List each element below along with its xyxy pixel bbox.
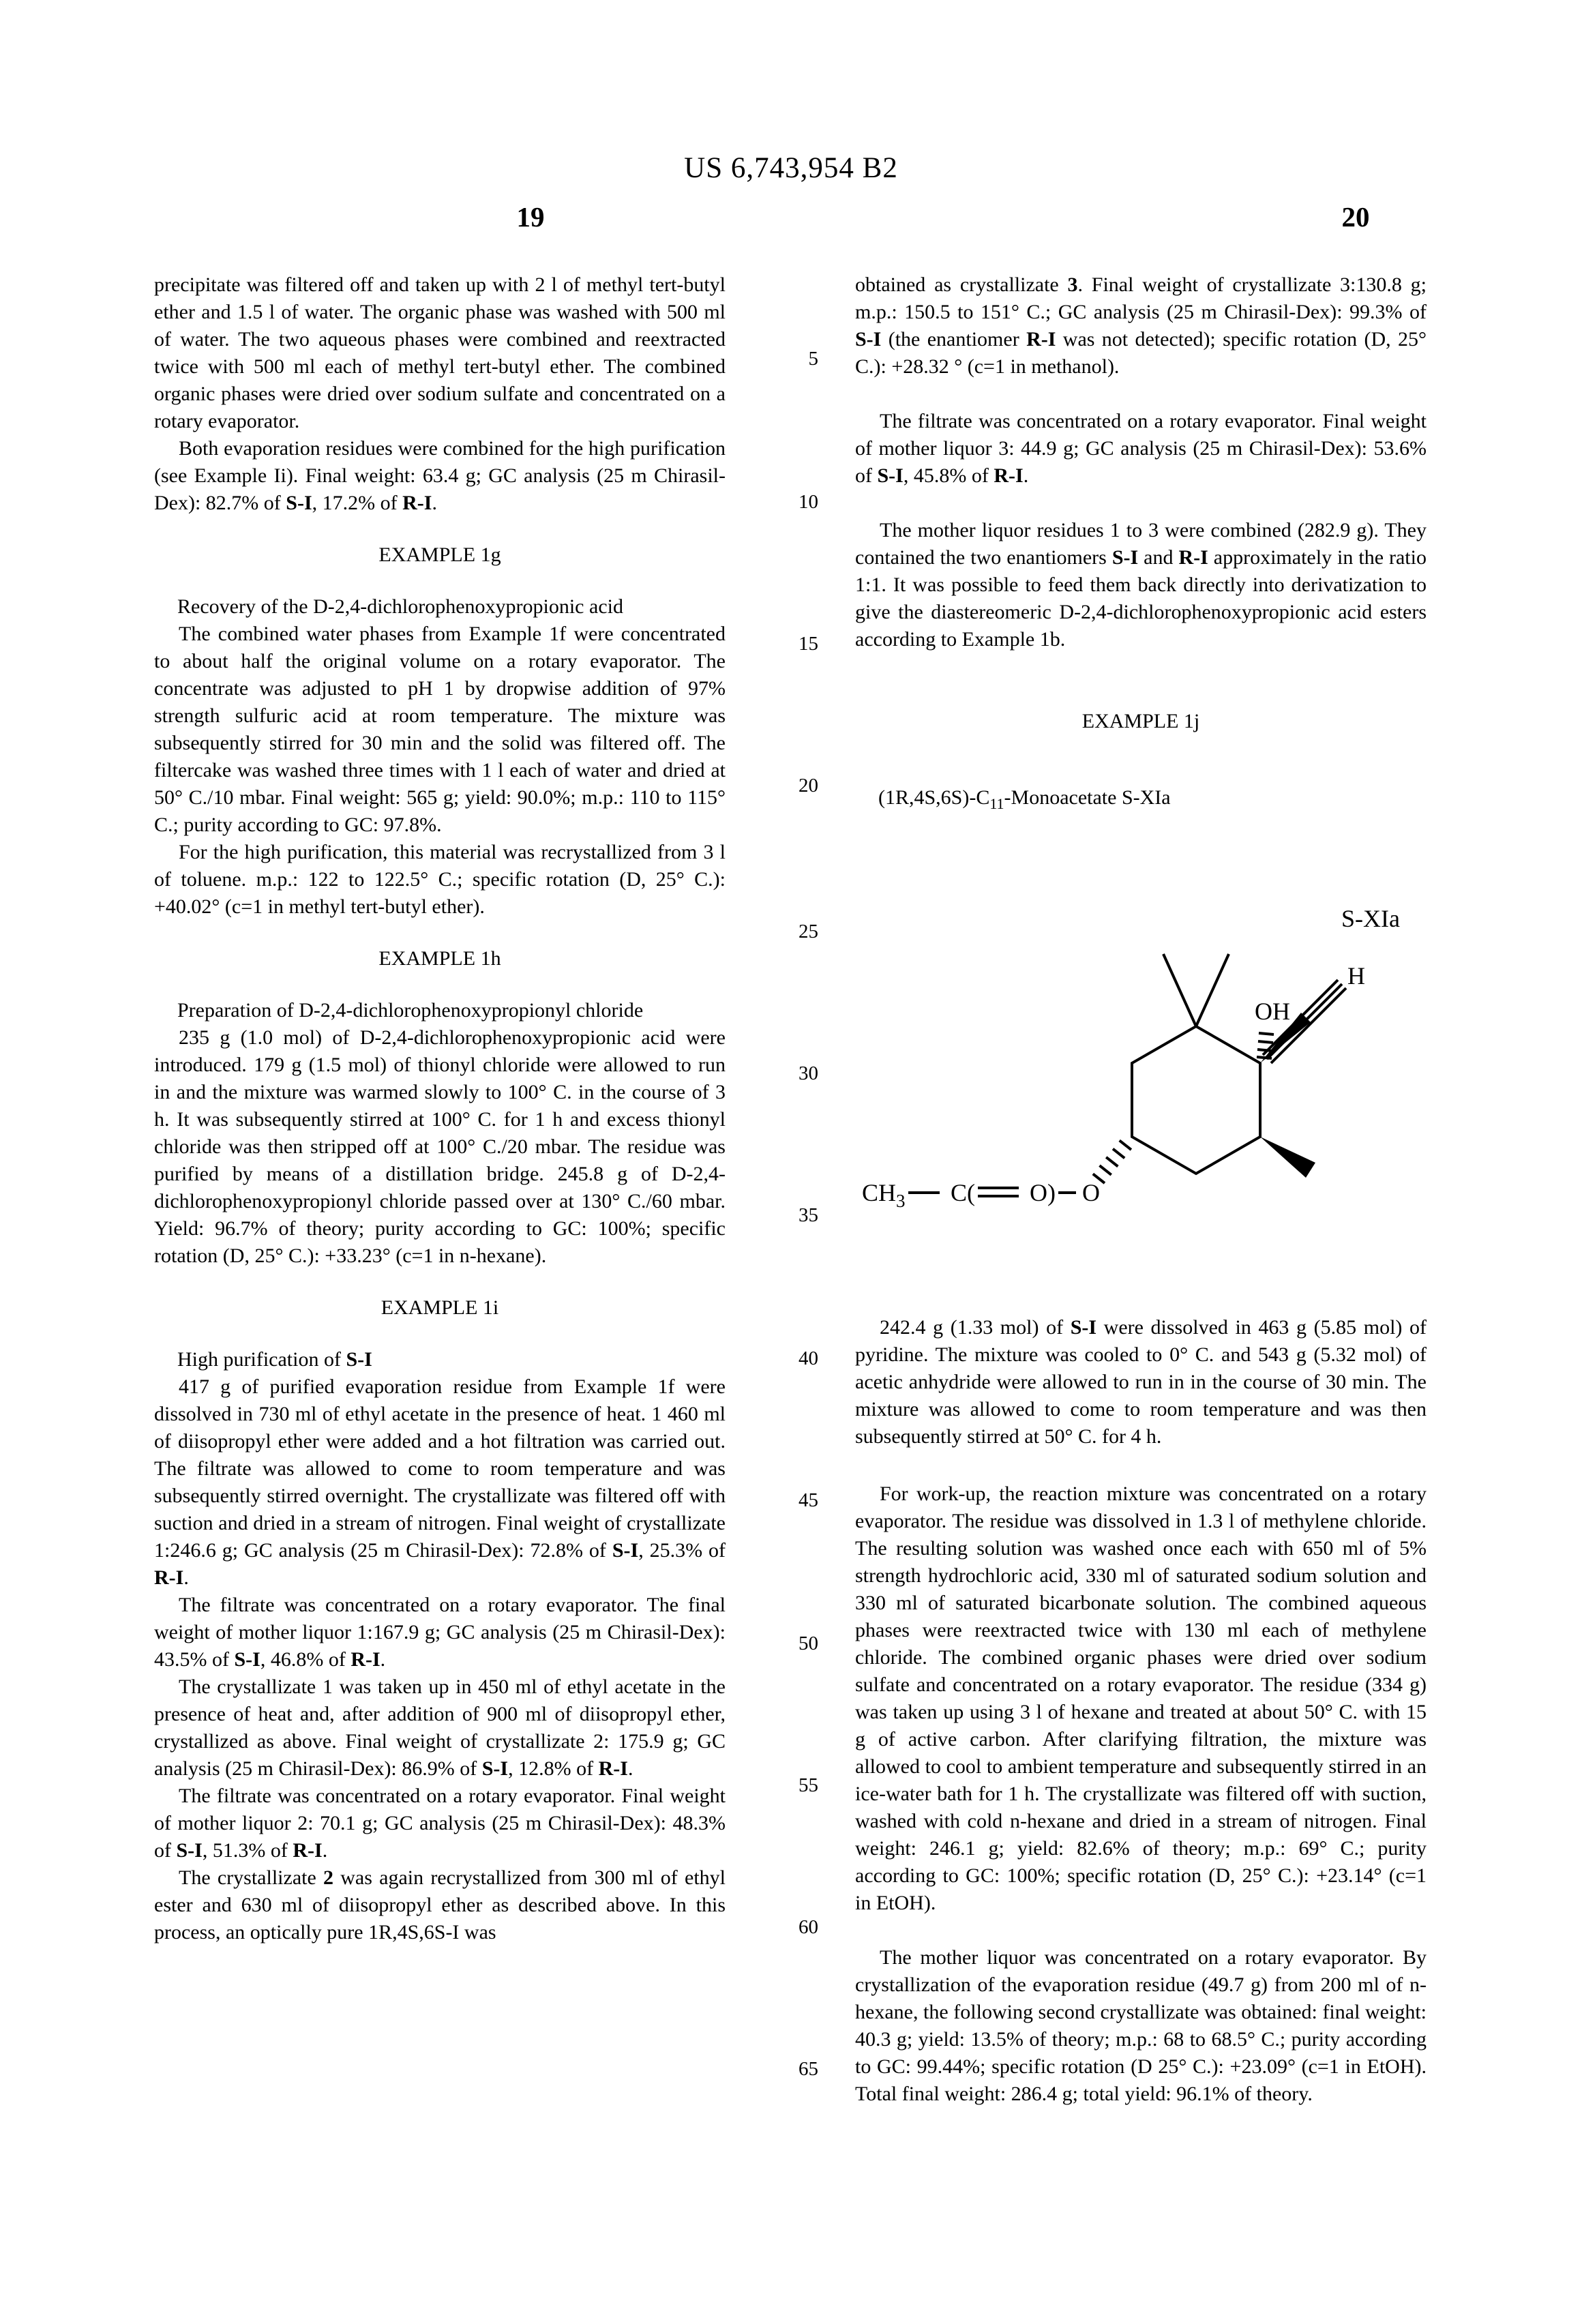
carbonyl-o-label: O) [1030,1179,1056,1206]
example-heading: EXAMPLE 1i [380,1296,499,1319]
line-number: 15 [799,633,818,655]
line-number: 35 [799,1204,818,1226]
cyclohexane-ring [1132,1026,1260,1174]
text-column-20 [855,271,1427,2108]
methyl-bond-left [1163,954,1196,1026]
methyl-wedge-bond [1260,1137,1315,1178]
patent-paragraph: obtained as crystallizate 3. Final weight of crystallizate 3:130.8 g; m.p.: 150.5 to 151° C.; GC analysis (25 m Chirasil-Dex): 99.3% of S-I (the enantiomer R-I was not detected); specific rotation (D, 25° C.): +28.32 ° (c=1 in methanol). [855,273,1427,378]
patent-paragraph: The filtrate was concentrated on a rotary evaporator. Final weight of mother liquor 2: 70.1 g; GC analysis (25 m Chirasil-Dex): 48.3% of S-I, 51.3% of R-I. [154,1785,726,1862]
patent-paragraph: 417 g of purified evaporation residue from Example 1f were dissolved in 730 ml of ethyl acetate in the presence of heat. 1 460 ml of diisopropyl ether were added and a hot filtration was carried out. The filtrate was allowed to come to room temperature and was subsequently stirred overnight. The crystallizate was filtered off with suction and dried in a stream of nitrogen. Final weight of crystallizate 1:246.6 g; GC analysis (25 m Chirasil-Dex): 72.8% of S-I, 25.3% of R-I. [154,1375,726,1589]
line-number: 30 [799,1062,818,1084]
line-number: 20 [799,775,818,796]
patent-paragraph: 235 g (1.0 mol) of D-2,4-dichlorophenoxypropionic acid were introduced. 179 g (1.5 mol) of thionyl chloride were allowed to run in and the mixture was warmed slowly to 100° C. in the course of 3 h. It was subsequently stirred at 100° C. for 1 h and excess thionyl chloride was then stripped off at 100° C./20 mbar. The residue was purified by means of a distillation bridge. 245.8 g of D-2,4-dichlorophenoxypropionyl chloride passed over at 130° C./60 mbar. Yield: 96.7% of theory; purity according to GC: 100%; specific rotation (D, 25° C.): +33.23° (c=1 in n-hexane). [154,1026,726,1267]
alkyne-h-label: H [1347,962,1365,989]
patent-paragraph: The crystallizate 2 was again recrystallized from 300 ml of ethyl ester and 630 ml of diisopropyl ether as described above. In this process, an optically pure 1R,4S,6S-I was [154,1866,726,1943]
text-column-19 [154,271,726,1946]
line-number: 55 [799,1774,818,1796]
structure-drawing [855,850,1424,1287]
patent-paragraph: For work-up, the reaction mixture was concentrated on a rotary evaporator. The residue was dissolved in 1.3 l of methylene chloride. The resulting solution was washed once each with 650 ml of 5% strength hydrochloric acid, 330 ml of saturated sodium solution and 330 ml of saturated bicarbonate solution. The combined aqueous phases were reextracted twice with 130 ml each of methylene chloride. The combined organic phases were dried over sodium sulfate and concentrated on a rotary evaporator. The residue (334 g) was taken up using 3 l of hexane and treated at about 50° C. with 15 g of active carbon. After clarifying filtration, the mixture was allowed to cool to ambient temperature and subsequently stirred in an ice-water bath for 1 h. The crystallizate was filtered off with suction, washed with cold n-hexane and dried in a stream of nitrogen. Final weight: 246.1 g; yield: 82.6% of theory; m.p.: 69° C.; purity according to GC: 100%; specific rotation (D, 25° C.): +23.14° (c=1 in EtOH). [855,1483,1427,1914]
patent-paragraph: The mother liquor residues 1 to 3 were combined (282.9 g). They contained the two enantiomers S-I and R-I approximately in the ratio 1:1. It was possible to feed them back directly into derivatization to give the diastereomeric D-2,4-dichlorophenoxypropionic acid esters according to Example 1b. [855,519,1427,651]
section-subtitle: Preparation of D-2,4-dichlorophenoxypropionyl chloride [177,999,644,1022]
section-subtitle: High purification of S-I [177,1348,372,1371]
patent-paragraph: precipitate was filtered off and taken up with 2 l of methyl tert-butyl ether and 1.5 l of water. The organic phase was washed with 500 ml of water. The two aqueous phases were combined and reextracted twice with 500 ml each of methyl tert-butyl ether. The combined organic phases were dried over sodium sulfate and concentrated on a rotary evaporator. [154,273,726,432]
ester-oxygen-label: O [1082,1179,1100,1206]
hydroxyl-label: OH [1255,998,1290,1025]
patent-paragraph: Both evaporation residues were combined for the high purification (see Example Ii). Final weight: 63.4 g; GC analysis (25 m Chirasil-Dex): 82.7% of S-I, 17.2% of R-I. [154,437,726,514]
structure-label: S-XIa [1341,905,1400,932]
carbonyl-double-bond [978,1188,1019,1196]
patent-paragraph: 242.4 g (1.33 mol) of S-I were dissolved in 463 g (5.85 mol) of pyridine. The mixture was cooled to 0° C. and 543 g (5.32 mol) of acetic anhydride were allowed to run in in the course of 30 min. The mixture was allowed to come to room temperature and was then subsequently stirred at 50° C. for 4 h. [855,1316,1427,1448]
carbonyl-c-label: C( [951,1179,975,1206]
line-number: 65 [799,2058,818,2080]
patent-paragraph: The combined water phases from Example 1f were concentrated to about half the original volume on a rotary evaporator. The concentrate was adjusted to pH 1 by dropwise addition of 97% strength sulfuric acid at room temperature. The mixture was subsequently stirred for 30 min and the solid was filtered off. The filtercake was washed three times with 1 l each of water and dried at 50° C./10 mbar. Final weight: 565 g; yield: 90.0%; m.p.: 110 to 115° C.; purity according to GC: 97.8%. [154,623,726,836]
example-heading: EXAMPLE 1j [1081,710,1200,732]
patent-paragraph: For the high purification, this material was recrystallized from 3 l of toluene. m.p.: 122 to 122.5° C.; specific rotation (D, 25° C.): +40.02° (c=1 in methyl tert-butyl ether). [154,841,726,918]
line-number: 5 [808,348,818,370]
patent-number-header: US 6,743,954 B2 [684,152,898,184]
column-number-right: 20 [1341,201,1370,233]
line-number: 50 [799,1633,818,1654]
oac-hash-bond [1093,1140,1131,1183]
example-heading: EXAMPLE 1h [378,947,501,970]
line-number: 25 [799,921,818,942]
section-subtitle: $(1R,4S,6S)-C_{11}$-Monoacetate S-XIa [878,786,1171,812]
line-number: 40 [799,1347,818,1369]
patent-paragraph: The filtrate was concentrated on a rotary evaporator. Final weight of mother liquor 3: 44.9 g; GC analysis (25 m Chirasil-Dex): 53.6% of S-I, 45.8% of R-I. [855,410,1427,487]
line-number: 60 [799,1916,818,1938]
line-number: 10 [799,491,818,513]
patent-paragraph: The mother liquor was concentrated on a rotary evaporator. By crystallization of the evaporation residue (49.7 g) from 200 ml of n-hexane, the following second crystallizate was obtained: final weight: 40.3 g; yield: 13.5% of theory; m.p.: 68 to 68.5° C.; purity according to GC: 99.44%; specific rotation (D 25° C.): +23.09° (c=1 in EtOH). Total final weight: 286.4 g; total yield: 96.1% of theory. [855,1946,1427,2105]
example-heading: EXAMPLE 1g [378,543,501,566]
line-number: 45 [799,1489,818,1511]
chemical-structure-figure [855,850,1427,1287]
column-number-left: 19 [516,201,545,233]
patent-paragraph: The crystallizate 1 was taken up in 450 ml of ethyl acetate in the presence of heat and, after addition of 900 ml of diisopropyl ether, crystallized as above. Final weight of crystallizate 2: 175.9 g; GC analysis (25 m Chirasil-Dex): 86.9% of S-I, 12.8% of R-I. [154,1675,726,1780]
section-subtitle: Recovery of the D-2,4-dichlorophenoxypropionic acid [177,595,623,618]
methyl-bond-right [1196,954,1229,1026]
patent-paragraph: The filtrate was concentrated on a rotary evaporator. The final weight of mother liquor 1:167.9 g; GC analysis (25 m Chirasil-Dex): 43.5% of S-I, 46.8% of R-I. [154,1594,726,1671]
acetate-methyl-label: $CH_3$ [862,1179,906,1211]
